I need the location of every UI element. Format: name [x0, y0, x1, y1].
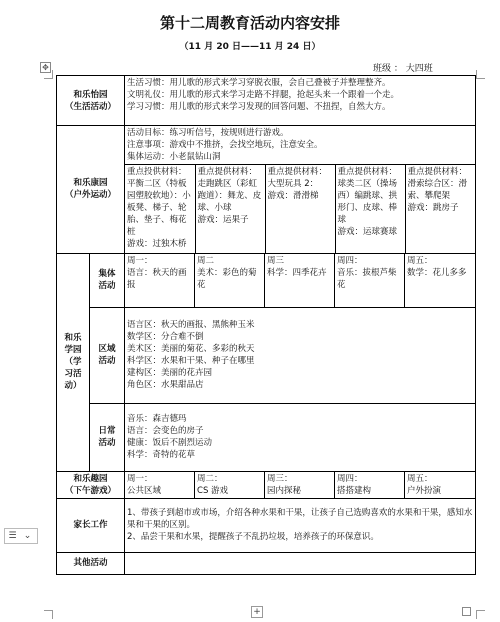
afternoon-cell[interactable]: 周四： 搭搭建构: [335, 471, 405, 498]
group-cell[interactable]: 周二 美术：彩色的菊花: [195, 253, 265, 307]
group-cell[interactable]: 周一： 语言：秋天的画报: [125, 253, 195, 307]
group-cell[interactable]: 周五： 数学：花儿多多: [405, 253, 476, 307]
date-range: （11 月 20 日——11 月 24 日）: [179, 42, 321, 52]
area-line: 数学区：分合难不倒: [127, 332, 204, 342]
row-afternoon: [57, 471, 476, 498]
afternoon-cell[interactable]: 周五： 户外扮演: [405, 471, 476, 498]
row-area-activity: [57, 307, 476, 403]
schedule-table: [56, 75, 476, 575]
section-label-outdoor: 和乐康园 （户外运动）: [57, 126, 125, 254]
parents-content[interactable]: [125, 498, 476, 552]
subsection-label-group: 集体 活动: [90, 253, 125, 307]
life-content[interactable]: [125, 76, 476, 126]
group-cell[interactable]: 周四： 音乐：拔根芦柴花: [335, 253, 405, 307]
outdoor-content: [125, 126, 476, 254]
daily-line: 语言：会变色的房子: [127, 426, 204, 436]
row-group-activity: [57, 253, 476, 307]
section-label-learning: 和乐 学园 （学 习活 动）: [57, 253, 90, 471]
life-line: 文明礼仪：用儿歌的形式来学习走路不拌腿，抢起头来一个跟着一个走。: [127, 90, 400, 100]
outdoor-cell[interactable]: 重点投供材料：平衡二区（特板园塑胶软地）：小板凳、梯子、轮胎、垫子、梅花桩 游戏：过独木桥: [125, 165, 195, 253]
page-corner-mark: [44, 610, 53, 619]
section-label-afternoon: 和乐趣园 （下午游戏）: [57, 471, 125, 498]
add-row-button[interactable]: +: [251, 606, 263, 618]
page-corner-mark: [476, 70, 485, 79]
area-content[interactable]: [125, 307, 476, 403]
row-options-menu[interactable]: [4, 528, 38, 544]
afternoon-cell[interactable]: 周二： CS 游戏: [195, 471, 265, 498]
section-label-other: 其他活动: [57, 552, 125, 574]
row-menu-icon: ☰: [8, 531, 17, 541]
area-line: 角色区：水果甜品店: [127, 380, 204, 390]
section-label-life: 和乐怡园 （生活活动）: [57, 76, 125, 126]
daily-line: 音乐：森吉德玛: [127, 414, 187, 424]
afternoon-cell[interactable]: 周三： 园内探秘: [265, 471, 335, 498]
subsection-label-area: 区域 活动: [90, 307, 125, 403]
page-title: 第十二周教育活动内容安排: [159, 14, 340, 32]
page-corner-mark: [476, 610, 485, 619]
table-resize-handle[interactable]: [462, 607, 471, 616]
row-outdoor: [57, 126, 476, 254]
daily-content[interactable]: [125, 403, 476, 471]
table-move-handle-icon[interactable]: ✥: [40, 62, 51, 73]
page-corner-mark: [44, 70, 53, 79]
outdoor-cell[interactable]: 重点提供材料：滑索综合区：滑索、攀爬架 游戏：跳房子: [405, 165, 475, 253]
daily-line: 健康：饭后不剧烈运动: [127, 438, 213, 448]
row-parents: [57, 498, 476, 552]
outdoor-cell[interactable]: 重点提供材料：大型玩具 2： 游戏：滑滑梯: [265, 165, 335, 253]
outdoor-line: 活动目标：练习听信号，按规则进行游戏。: [127, 128, 289, 138]
section-label-parents: 家长工作: [57, 498, 125, 552]
outdoor-cell[interactable]: 重点提供材料：走跑跳区（彩虹跑道）：舞龙、皮球、小球 游戏：运果子: [195, 165, 265, 253]
afternoon-cell[interactable]: 周一： 公共区域: [125, 471, 195, 498]
area-line: 美术区：美丽的菊花、多彩的秋天: [127, 344, 255, 354]
chevron-down-icon: ⌄: [23, 531, 32, 541]
row-daily-activity: [57, 403, 476, 471]
area-line: 科学区：水果和干果、种子在哪里: [127, 356, 255, 366]
life-line: 学习习惯：用儿歌的形式来学习发现的回答问题、不扭捏，自然大方。: [127, 102, 391, 112]
area-line: 语言区：秋天的画报、黑熊种玉米: [127, 320, 255, 330]
row-other: [57, 552, 476, 574]
outdoor-cell[interactable]: 重点提供材料：球类二区（操场西）编跳球、拱形门、皮球、棒球 游戏：运球赛球: [335, 165, 405, 253]
outdoor-line: 注意事项：游戏中不推挤，会找空地玩，注意安全。: [127, 140, 323, 150]
group-cell[interactable]: 周三 科学：四季花卉: [265, 253, 335, 307]
area-line: 建构区：美丽的花卉园: [127, 368, 213, 378]
outdoor-line: 集体运动：小老鼠钻山洞: [127, 152, 221, 162]
subsection-label-daily: 日常 活动: [90, 403, 125, 471]
parents-line: 2、品尝干果和水果，提醒孩子不乱扔垃圾，培养孩子的环保意识。: [127, 532, 379, 542]
other-content[interactable]: [125, 552, 476, 574]
class-label: 班级 ： 大四班: [373, 64, 433, 74]
daily-line: 科学：奇特的花草: [127, 450, 196, 460]
parents-line: 1、带孩子到超市或市场，介绍各种水果和干果，让孩子自己选购喜欢的水果和干果，感知水果和干果的区别。: [127, 508, 473, 530]
life-line: 生活习惯：用儿歌的形式来学习穿脱衣服，会自己叠被子并整理整齐。: [127, 78, 391, 88]
row-life: [57, 76, 476, 126]
